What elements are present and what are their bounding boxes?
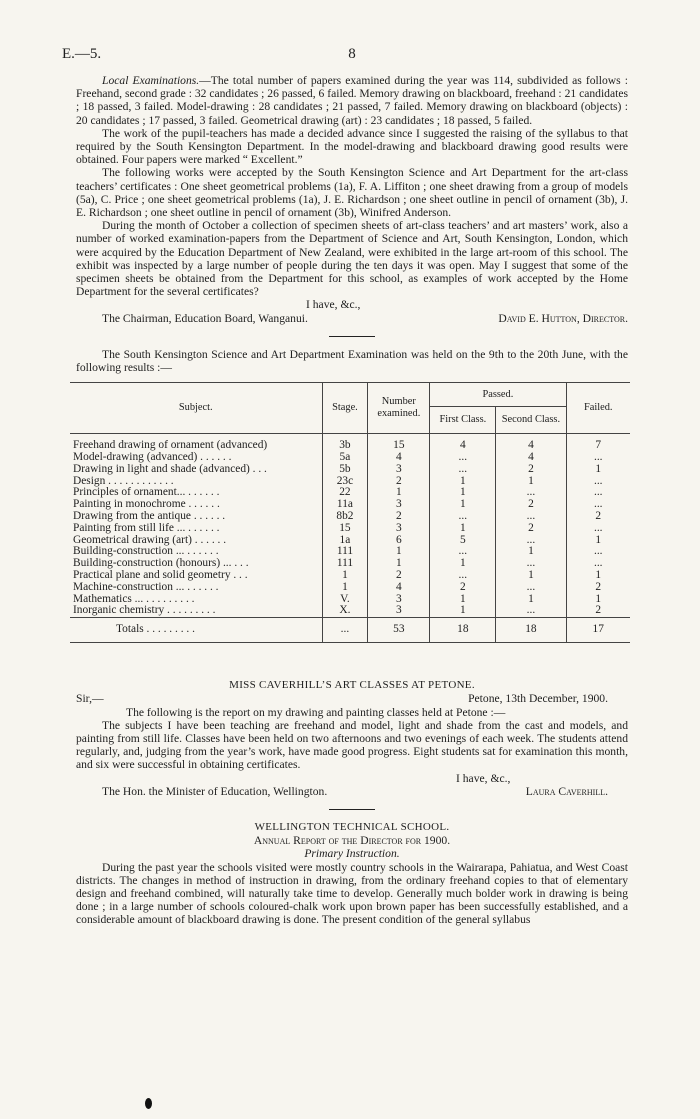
row-failed: 1 xyxy=(566,594,630,606)
wellington-title: WELLINGTON TECHNICAL SCHOOL. xyxy=(254,821,450,834)
row-subject: Principles of ornament... . . . . . . xyxy=(73,486,220,499)
caverhill-paragraph-1: The following is the report on my drawing and painting classes held at Petone :— xyxy=(126,705,506,719)
row-number: 4 xyxy=(368,582,430,594)
row-second-class: 1 xyxy=(496,476,566,488)
caverhill-addressee: The Hon. the Minister of Education, Wellington. xyxy=(102,784,328,798)
row-number: 2 xyxy=(368,476,430,488)
totals-first: 18 xyxy=(430,618,496,643)
totals-second: 18 xyxy=(496,618,566,643)
wellington-paragraph-1: During the past year the schools visited were mostly country schools in the Wairarapa, Pahiatua, and West Coast districts. The changes in method of instruction in drawing, from the ordinary freehand copies to that of elementary design and freehand combined, will naturally take time to develop. Generally much bolder work in drawing is being done ; in a large number of schools coloured-chalk work upon brown paper has been successfully established, and a considerable amount of blackboard drawing is done. The present condition of the general syllabus xyxy=(76,860,628,927)
row-number: 3 xyxy=(368,464,430,476)
row-stage: 23c xyxy=(322,476,368,488)
row-first-class: 1 xyxy=(430,594,496,606)
row-second-class: ... xyxy=(496,511,566,523)
row-first-class: 5 xyxy=(430,535,496,547)
row-first-class: 2 xyxy=(430,582,496,594)
row-subject: Inorganic chemistry . . . . . . . . . xyxy=(73,604,216,617)
row-second-class: 2 xyxy=(496,464,566,476)
row-second-class: ... xyxy=(496,558,566,570)
row-first-class: 1 xyxy=(430,487,496,499)
exam-intro: The South Kensington Science and Art Department Examination was held on the 9th to the 20th June, with the following results :— xyxy=(76,347,628,375)
row-failed: ... xyxy=(566,546,630,558)
subject-header: Subject. xyxy=(178,402,213,414)
row-number: 1 xyxy=(368,546,430,558)
addressee-1: The Chairman, Education Board, Wanganui. xyxy=(102,311,308,325)
row-number: 3 xyxy=(368,523,430,535)
row-number: 3 xyxy=(368,594,430,606)
row-number: 15 xyxy=(368,440,430,452)
paragraph-pupil-teachers: The work of the pupil-teachers has made a decided advance since I suggested the raising of the syllabus to that required by the South Kensington Department. In the model-drawing and blackboard drawing good results were obtained. Four papers were marked “ Excellent.” xyxy=(76,126,628,167)
report-code: E.—5. xyxy=(62,46,102,62)
row-stage: 5b xyxy=(322,464,368,476)
row-first-class: 1 xyxy=(430,499,496,511)
row-second-class: ... xyxy=(496,535,566,547)
row-stage: 22 xyxy=(322,487,368,499)
caverhill-signature-block xyxy=(76,785,628,798)
row-stage: V. xyxy=(322,594,368,606)
row-subject: Design . . . . . . . . . . . . xyxy=(73,474,174,487)
wellington-subtitle: Annual Report of the Director for 1900. xyxy=(253,834,451,848)
ink-blot xyxy=(145,1098,152,1109)
row-failed: 7 xyxy=(566,440,630,452)
caverhill-salutation: Sir,— xyxy=(76,692,104,706)
totals-stage: ... xyxy=(322,618,368,643)
row-first-class: 1 xyxy=(430,523,496,535)
closing-1: I have, &c., xyxy=(306,298,361,312)
row-second-class: 4 xyxy=(496,452,566,464)
results-table xyxy=(70,382,630,643)
row-stage: 8b2 xyxy=(322,511,368,523)
caverhill-salutation-line xyxy=(76,692,628,705)
local-exam-heading: Local Examinations. xyxy=(102,74,200,87)
row-failed: ... xyxy=(566,487,630,499)
row-subject: Practical plane and solid geometry . . . xyxy=(73,569,248,582)
row-subject: Painting from still life ... . . . . . . xyxy=(73,521,220,534)
row-stage: 11a xyxy=(322,499,368,511)
local-exam-text: —The total number of papers examined during the year was 114, subdivided as follows : Freehand, second grade : 32 candidates ; 26 passed, 6 failed. Memory drawing on blackboard, freehand : 21 candidates ; 18 passed, 3 failed. Model-drawing : 28 candidates ; 21 passed, 7 failed. Memory drawing on blackboard (objects) : 20 candidates ; 17 passed, 3 failed. Geometrical drawing (art) : 23 candidates ; 18 passed, 5 failed. xyxy=(76,74,629,127)
row-stage: 15 xyxy=(322,523,368,535)
caverhill-place-date: Petone, 13th December, 1900. xyxy=(468,692,608,706)
totals-failed: 17 xyxy=(566,618,630,643)
row-second-class: 2 xyxy=(496,523,566,535)
row-second-class: 4 xyxy=(496,440,566,452)
row-stage: 1a xyxy=(322,535,368,547)
row-first-class: ... xyxy=(430,546,496,558)
row-failed: 2 xyxy=(566,582,630,594)
row-number: 6 xyxy=(368,535,430,547)
passed-header: Passed. xyxy=(430,383,566,406)
caverhill-title: MISS CAVERHILL’S ART CLASSES AT PETONE. xyxy=(229,679,475,692)
paragraph-accepted-works: The following works were accepted by the South Kensington Science and Art Department for the art-class teachers’ certificates : One sheet geometrical problems (1a), F. A. Liffiton ; one sheet drawing from a group of models (5a), C. Price ; one sheet geometrical problems (1a), J. E. Richardson ; one sheet outline in pencil of ornament (3b), J. E. Richardson ; one sheet outline in pencil of ornament (3b), Winifred Anderson. xyxy=(76,166,628,220)
row-subject: Mathematics ... . . . . . . . . . xyxy=(73,592,195,605)
row-second-class: 1 xyxy=(496,594,566,606)
row-failed: ... xyxy=(566,452,630,464)
row-second-class: 2 xyxy=(496,499,566,511)
number-header: Number examined. xyxy=(368,383,430,434)
row-number: 3 xyxy=(368,499,430,511)
totals-row xyxy=(70,618,630,643)
totals-label: Totals . . . . . . . . . xyxy=(116,623,195,636)
wellington-section: Primary Instruction. xyxy=(304,847,400,861)
totals-number: 53 xyxy=(368,618,430,643)
table-header-row-1 xyxy=(70,383,630,406)
local-exam-paragraph xyxy=(76,74,628,127)
stage-header: Stage. xyxy=(322,383,368,434)
row-subject: Building-construction (honours) ... . . . xyxy=(73,557,249,570)
table-row xyxy=(70,523,630,535)
row-stage: 1 xyxy=(322,570,368,582)
row-first-class: ... xyxy=(430,464,496,476)
row-second-class: ... xyxy=(496,487,566,499)
row-subject: Drawing from the antique . . . . . . xyxy=(73,510,226,523)
row-subject: Freehand drawing of ornament (advanced) xyxy=(73,439,268,452)
section-divider-2 xyxy=(329,809,375,810)
table-body xyxy=(70,440,630,617)
row-failed: 1 xyxy=(566,464,630,476)
caverhill-signature: Laura Caverhill. xyxy=(525,784,608,798)
row-failed: ... xyxy=(566,558,630,570)
signature-1: David E. Hutton, Director. xyxy=(498,311,628,325)
row-stage: 1 xyxy=(322,582,368,594)
row-number: 3 xyxy=(368,605,430,617)
paragraph-october-collection: During the month of October a collection of specimen sheets of art-class teachers’ and art masters’ work, also a number of worked examination-papers from the Department of Science and Art, South Kensington, London, which were acquired by the Education Department of New Zealand, were exhibited in the large art-room of this school. The exhibit was inspected by a large number of people during the ten days it was open. May I suggest that some of the specimen sheets be obtained from the Department for this school, as examples of work accepted by the Home Department for the several certificates? xyxy=(76,219,628,299)
row-first-class: ... xyxy=(430,452,496,464)
row-subject: Machine-construction ... . . . . . . xyxy=(73,580,219,593)
row-stage: 3b xyxy=(322,440,368,452)
row-first-class: ... xyxy=(430,570,496,582)
row-stage: X. xyxy=(322,605,368,617)
row-first-class: 1 xyxy=(430,476,496,488)
caverhill-closing: I have, &c., xyxy=(456,771,511,785)
row-first-class: 1 xyxy=(430,558,496,570)
row-subject: Building-construction ... . . . . . . xyxy=(73,545,219,558)
second-class-header: Second Class. xyxy=(496,406,566,434)
row-number: 4 xyxy=(368,452,430,464)
row-subject: Painting in monochrome . . . . . . xyxy=(73,498,220,511)
table-row xyxy=(70,464,630,476)
row-second-class: ... xyxy=(496,582,566,594)
row-subject: Model-drawing (advanced) . . . . . . xyxy=(73,451,232,464)
page-number: 8 xyxy=(348,46,356,62)
row-stage: 111 xyxy=(322,546,368,558)
row-first-class: 4 xyxy=(430,440,496,452)
row-first-class: 1 xyxy=(430,605,496,617)
row-failed: ... xyxy=(566,476,630,488)
row-second-class: ... xyxy=(496,605,566,617)
closing-line-1 xyxy=(76,298,628,311)
row-failed: ... xyxy=(566,499,630,511)
row-second-class: 1 xyxy=(496,570,566,582)
table-row xyxy=(70,582,630,594)
page-header xyxy=(62,42,628,68)
row-number: 2 xyxy=(368,511,430,523)
row-number: 2 xyxy=(368,570,430,582)
row-failed: 1 xyxy=(566,535,630,547)
caverhill-closing-line xyxy=(76,772,628,785)
row-first-class: ... xyxy=(430,511,496,523)
failed-header: Failed. xyxy=(566,383,630,434)
section-divider xyxy=(329,336,375,337)
table-row xyxy=(70,605,630,617)
row-subject: Geometrical drawing (art) . . . . . . xyxy=(73,533,227,546)
row-failed: 2 xyxy=(566,605,630,617)
signature-block-1 xyxy=(76,312,628,325)
row-failed: 1 xyxy=(566,570,630,582)
row-number: 1 xyxy=(368,487,430,499)
caverhill-paragraph-2: The subjects I have been teaching are freehand and model, light and shade from the cast and models, and painting from still life. Classes have been held on two afternoons and two evenings of each week. The students attend regularly, and, judging from the year’s work, have made good progress. Eight students sat for examination this month, and six were successful in obtaining certificates. xyxy=(76,718,628,772)
first-class-header: First Class. xyxy=(430,406,496,434)
row-failed: 2 xyxy=(566,511,630,523)
row-stage: 111 xyxy=(322,558,368,570)
row-failed: ... xyxy=(566,523,630,535)
row-subject: Drawing in light and shade (advanced) . . . xyxy=(73,462,267,475)
row-number: 1 xyxy=(368,558,430,570)
row-second-class: 1 xyxy=(496,546,566,558)
row-stage: 5a xyxy=(322,452,368,464)
